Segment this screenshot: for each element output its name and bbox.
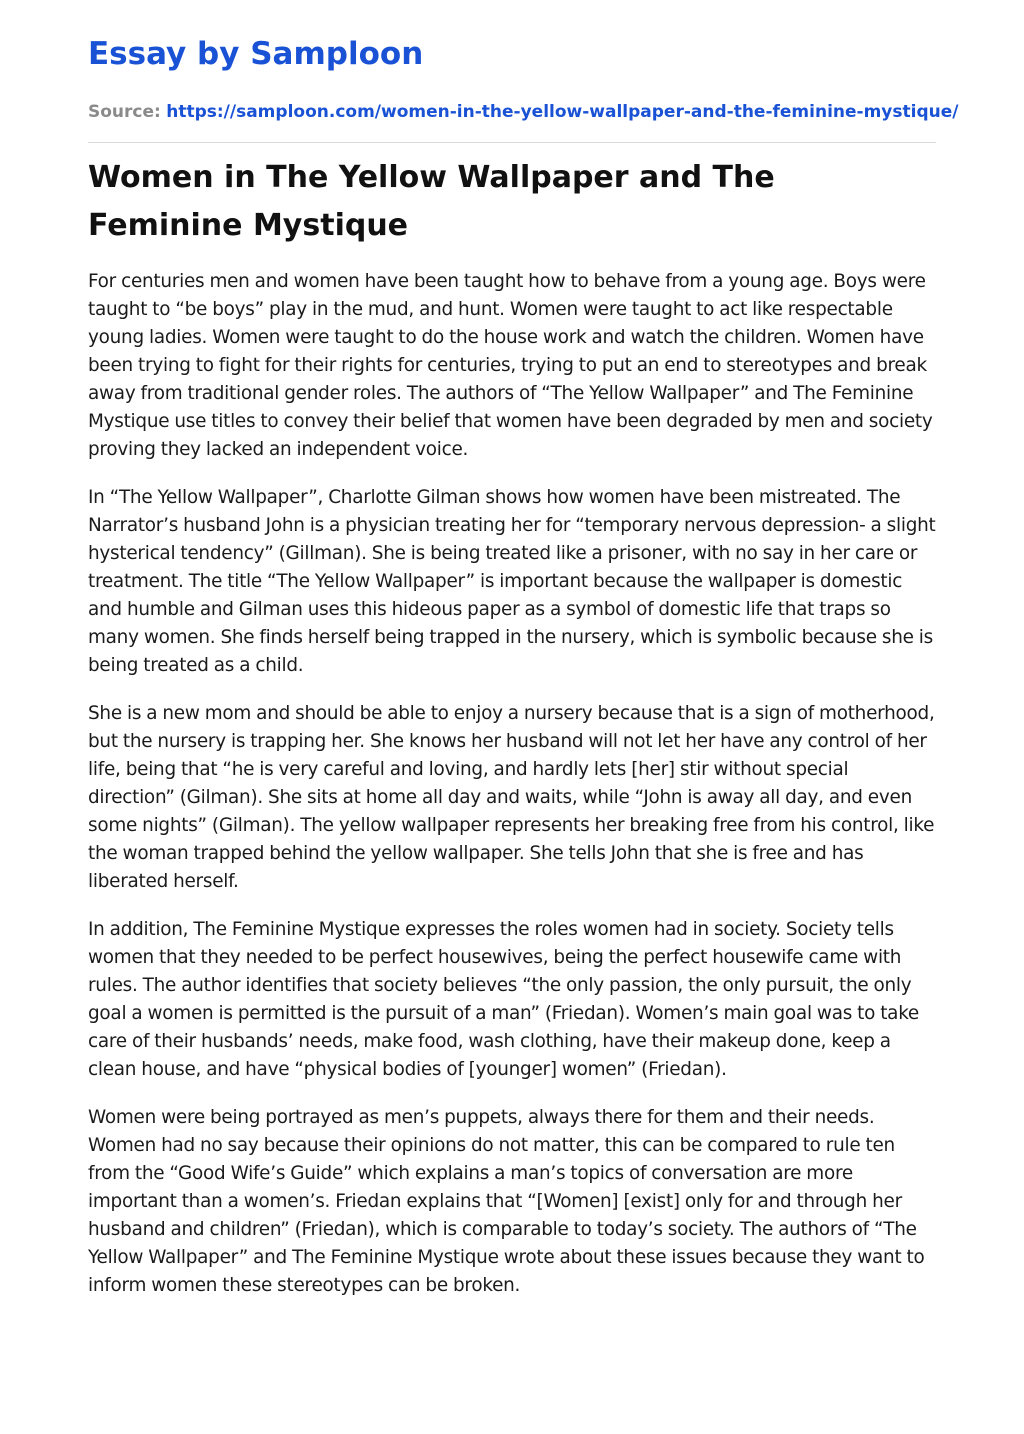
source-link[interactable]: https://samploon.com/women-in-the-yellow-wallpaper-and-the-feminine-mystique/	[166, 102, 959, 122]
paragraph: She is a new mom and should be able to enjoy a nursery because that is a sign of motherhood, but the nursery is trapping her. She knows her husband will not let her have any control of her life, being that “he is very careful and loving, and hardly lets [her] stir without special direction” (Gilman). She sits at home all day and waits, while “John is away all day, and even some nights” (Gilman). The yellow wallpaper represents her breaking free from his control, like the woman trapped behind the yellow wallpaper. She tells John that she is free and has liberated herself.	[88, 703, 935, 892]
paragraph: In addition, The Feminine Mystique expresses the roles women had in society. Society tells women that they needed to be perfect housewives, being the perfect housewife came with rules. The author identifies that society believes “the only passion, the only pursuit, the only goal a women is permitted is the pursuit of a man” (Friedan). Women’s main goal was to take care of their husbands’ needs, make food, wash clothing, have their makeup done, keep a clean house, and have “physical bodies of [younger] women” (Friedan).	[88, 919, 919, 1080]
paragraph: For centuries men and women have been taught how to behave from a young age. Boys were taught to “be boys” play in the mud, and hunt. Women were taught to act like respectable young ladies. Women were taught to do the house work and watch the children. Women have been trying to fight for their rights for centuries, trying to put an end to stereotypes and break away from traditional gender roles. The authors of “The Yellow Wallpaper” and The Feminine Mystique use titles to convey their belief that women have been degraded by men and society proving they lacked an independent voice.	[88, 271, 933, 460]
site-brand[interactable]: Essay by Samploon	[88, 36, 424, 72]
header-divider	[88, 142, 936, 143]
paragraph: Women were being portrayed as men’s puppets, always there for them and their needs. Women had no say because their opinions do not matter, this can be compared to rule ten from the “Good Wife’s Guide” which explains a man’s topics of conversation are more important than a women’s. Friedan explains that “[Women] [exist] only for and through her husband and children” (Friedan), which is comparable to today’s society. The authors of “The Yellow Wallpaper” and The Feminine Mystique wrote about these issues because they want to inform women these stereotypes can be broken.	[88, 1107, 925, 1296]
essay-title: Women in The Yellow Wallpaper and The Feminine Mystique	[88, 160, 775, 243]
source-line	[88, 102, 958, 122]
paragraph: In “The Yellow Wallpaper”, Charlotte Gilman shows how women have been mistreated. The Narrator’s husband John is a physician treating her for “temporary nervous depression- a slight hysterical tendency” (Gillman). She is being treated like a prisoner, with no say in her care or treatment. The title “The Yellow Wallpaper” is important because the wallpaper is domestic and humble and Gilman uses this hideous paper as a symbol of domestic life that traps so many women. She finds herself being trapped in the nursery, which is symbolic because she is being treated as a child.	[88, 487, 936, 676]
essay-body	[88, 268, 936, 1320]
source-label: Source:	[88, 102, 161, 122]
